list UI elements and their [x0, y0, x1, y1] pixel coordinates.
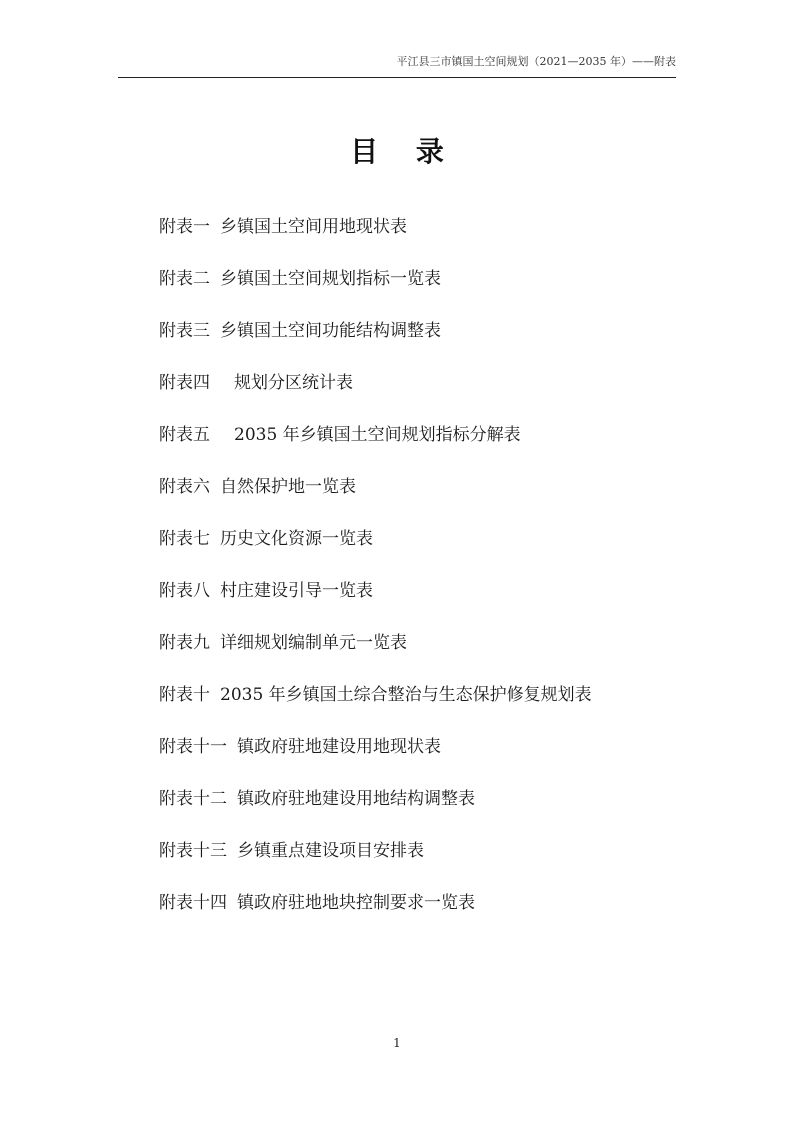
toc-item-label: 附表九 [159, 633, 210, 653]
toc-item-title: 乡镇重点建设项目安排表 [237, 841, 424, 861]
toc-item-title: 镇政府驻地建设用地现状表 [237, 737, 441, 757]
toc-item-label: 附表三 [159, 321, 210, 341]
toc-item-title: 乡镇国土空间规划指标一览表 [220, 269, 441, 289]
toc-item-label: 附表二 [159, 269, 210, 289]
toc-item-title: 乡镇国土空间用地现状表 [220, 217, 407, 237]
toc-item-label: 附表十二 [159, 789, 227, 809]
toc-item-8[interactable] [159, 581, 592, 633]
toc-item-label: 附表四 [159, 373, 210, 393]
toc-item-title: 历史文化资源一览表 [220, 529, 373, 549]
toc-item-title: 镇政府驻地建设用地结构调整表 [237, 789, 475, 809]
toc-item-11[interactable] [159, 737, 592, 789]
page-title: 目 录 [350, 135, 458, 168]
toc-item-title: 规划分区统计表 [234, 373, 353, 393]
toc-item-title: 村庄建设引导一览表 [220, 581, 373, 601]
header-rule [118, 77, 676, 78]
toc-item-title: 详细规划编制单元一览表 [220, 633, 407, 653]
toc-item-6[interactable] [159, 477, 592, 529]
page-number: 1 [393, 1036, 401, 1050]
toc-item-7[interactable] [159, 529, 592, 581]
toc-item-12[interactable] [159, 789, 592, 841]
toc-item-14[interactable] [159, 893, 592, 945]
toc-item-title: 2035 年乡镇国土空间规划指标分解表 [234, 425, 521, 445]
toc-item-label: 附表十三 [159, 841, 227, 861]
toc-item-label: 附表十 [159, 685, 210, 705]
toc-item-3[interactable] [159, 321, 592, 373]
toc-item-label: 附表十一 [159, 737, 227, 757]
toc-item-label: 附表六 [159, 477, 210, 497]
toc-item-label: 附表十四 [159, 893, 227, 913]
toc-item-2[interactable] [159, 269, 592, 321]
toc-item-title: 自然保护地一览表 [220, 477, 356, 497]
table-of-contents [159, 217, 592, 945]
toc-item-label: 附表八 [159, 581, 210, 601]
toc-item-13[interactable] [159, 841, 592, 893]
toc-item-5[interactable] [159, 425, 592, 477]
toc-item-10[interactable] [159, 685, 592, 737]
toc-item-4[interactable] [159, 373, 592, 425]
toc-item-label: 附表五 [159, 425, 210, 445]
toc-item-label: 附表七 [159, 529, 210, 549]
toc-item-1[interactable] [159, 217, 592, 269]
toc-item-label: 附表一 [159, 217, 210, 237]
toc-item-9[interactable] [159, 633, 592, 685]
toc-item-title: 2035 年乡镇国土综合整治与生态保护修复规划表 [220, 685, 592, 705]
toc-item-title: 乡镇国土空间功能结构调整表 [220, 321, 441, 341]
running-header: 平江县三市镇国土空间规划（2021—2035 年）——附表 [396, 55, 676, 68]
toc-item-title: 镇政府驻地地块控制要求一览表 [237, 893, 475, 913]
